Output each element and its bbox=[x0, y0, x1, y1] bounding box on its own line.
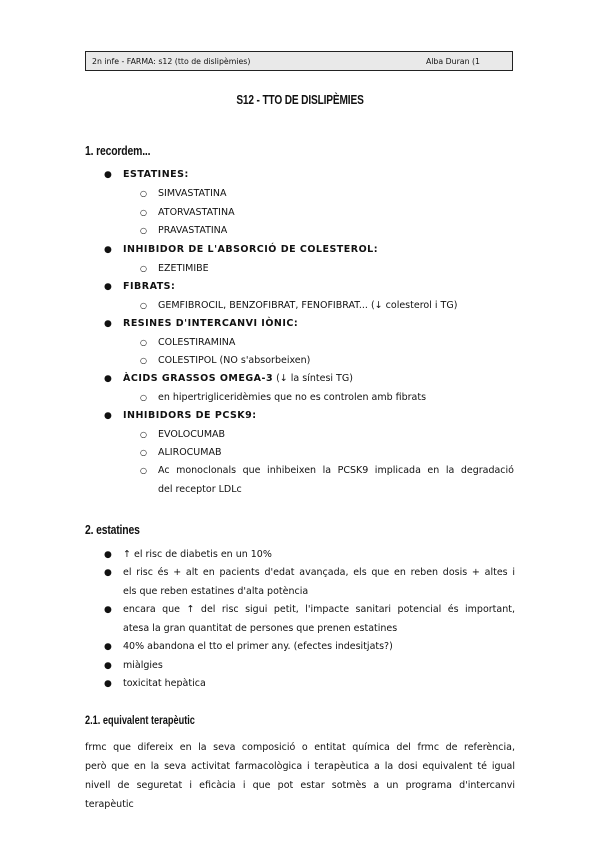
circle-bullet-icon: ○ bbox=[140, 189, 147, 198]
bullet-dot-icon: ● bbox=[104, 411, 112, 421]
section-1-heading: 1. recordem... bbox=[85, 143, 151, 158]
list-item: SIMVASTATINA bbox=[158, 188, 227, 199]
bullet-dot-icon: ● bbox=[104, 642, 112, 652]
bullet-dot-icon: ● bbox=[104, 605, 112, 615]
bullet-dot-icon: ● bbox=[104, 245, 112, 255]
bullet-dot-icon: ● bbox=[104, 661, 112, 671]
section-2-1-heading: 2.1. equivalent terapèutic bbox=[85, 715, 195, 727]
circle-bullet-icon: ○ bbox=[140, 430, 147, 439]
group-note: (↓ la síntesi TG) bbox=[273, 373, 353, 384]
circle-bullet-icon: ○ bbox=[140, 208, 147, 217]
bullet-dot-icon: ● bbox=[104, 170, 112, 180]
group-label: ESTATINES: bbox=[123, 169, 189, 180]
list-item-continuation: els que reben estatines d'alta potència bbox=[123, 586, 309, 597]
list-item: ATORVASTATINA bbox=[158, 207, 235, 218]
list-item: el risc és + alt en pacients d'edat avançada, els que en reben dosis + altes i bbox=[123, 567, 515, 578]
list-item: toxicitat hepàtica bbox=[123, 678, 206, 689]
list-item: Ac monoclonals que inhibeixen la PCSK9 implicada en la degradació bbox=[158, 465, 514, 476]
bullet-dot-icon: ● bbox=[104, 374, 112, 384]
page-header bbox=[85, 51, 513, 71]
group-label: INHIBIDORS DE PCSK9: bbox=[123, 410, 257, 421]
list-item-continuation: atesa la gran quantitat de persones que prenen estatines bbox=[123, 623, 398, 634]
bullet-dot-icon: ● bbox=[104, 679, 112, 689]
bullet-dot-icon: ● bbox=[104, 568, 112, 578]
list-item: EZETIMIBE bbox=[158, 263, 209, 274]
list-item: COLESTIPOL (NO s'absorbeixen) bbox=[158, 355, 311, 366]
group-label: RESINES D'INTERCANVI IÒNIC: bbox=[123, 318, 299, 329]
circle-bullet-icon: ○ bbox=[140, 356, 147, 365]
circle-bullet-icon: ○ bbox=[140, 301, 147, 310]
list-item: ↑ el risc de diabetis en un 10% bbox=[123, 549, 272, 560]
circle-bullet-icon: ○ bbox=[140, 393, 147, 402]
paragraph-line: terapèutic bbox=[85, 799, 134, 810]
list-item: PRAVASTATINA bbox=[158, 225, 228, 236]
bullet-dot-icon: ● bbox=[104, 319, 112, 329]
list-item: encara que ↑ del risc sigui petit, l'impacte sanitari potencial és important, bbox=[123, 604, 515, 615]
paragraph-line: però que en la seva activitat farmacològica i terapèutica a la dosi equivalent té igual bbox=[85, 761, 515, 772]
group-label: ÀCIDS GRASSOS OMEGA-3 bbox=[123, 373, 274, 384]
bullet-dot-icon: ● bbox=[104, 550, 112, 560]
header-author: Alba Duran (1 bbox=[425, 56, 480, 66]
circle-bullet-icon: ○ bbox=[140, 448, 147, 457]
paragraph-line: frmc que difereix en la seva composició o entitat química del frmc de referència, bbox=[85, 742, 515, 753]
list-item: 40% abandona el tto el primer any. (efectes indesitjats?) bbox=[123, 641, 393, 652]
list-item: COLESTIRAMINA bbox=[158, 337, 236, 348]
circle-bullet-icon: ○ bbox=[140, 466, 147, 475]
group-label: FIBRATS: bbox=[123, 281, 176, 292]
section-2-heading: 2. estatines bbox=[85, 522, 140, 537]
circle-bullet-icon: ○ bbox=[140, 264, 147, 273]
circle-bullet-icon: ○ bbox=[140, 226, 147, 235]
list-item: miàlgies bbox=[123, 660, 163, 671]
page-title: S12 - TTO DE DISLIPÈMIES bbox=[236, 92, 364, 107]
group-row bbox=[123, 373, 353, 385]
bullet-dot-icon: ● bbox=[104, 282, 112, 292]
list-item: en hipertrigliceridèmies que no es controlen amb fibrats bbox=[158, 392, 427, 403]
group-label: INHIBIDOR DE L'ABSORCIÓ DE COLESTEROL: bbox=[123, 244, 379, 255]
list-item: EVOLOCUMAB bbox=[158, 429, 226, 440]
list-item: ALIROCUMAB bbox=[158, 447, 222, 458]
header-course: 2n infe - FARMA: s12 (tto de dislipèmies) bbox=[92, 56, 251, 66]
list-item-continuation: del receptor LDLc bbox=[158, 484, 242, 495]
paragraph-line: nivell de seguretat i eficàcia i que pot estar sotmès a un programa d'intercanvi bbox=[85, 780, 515, 791]
list-item: GEMFIBROCIL, BENZOFIBRAT, FENOFIBRAT... (↓ colesterol i TG) bbox=[158, 300, 458, 311]
circle-bullet-icon: ○ bbox=[140, 338, 147, 347]
